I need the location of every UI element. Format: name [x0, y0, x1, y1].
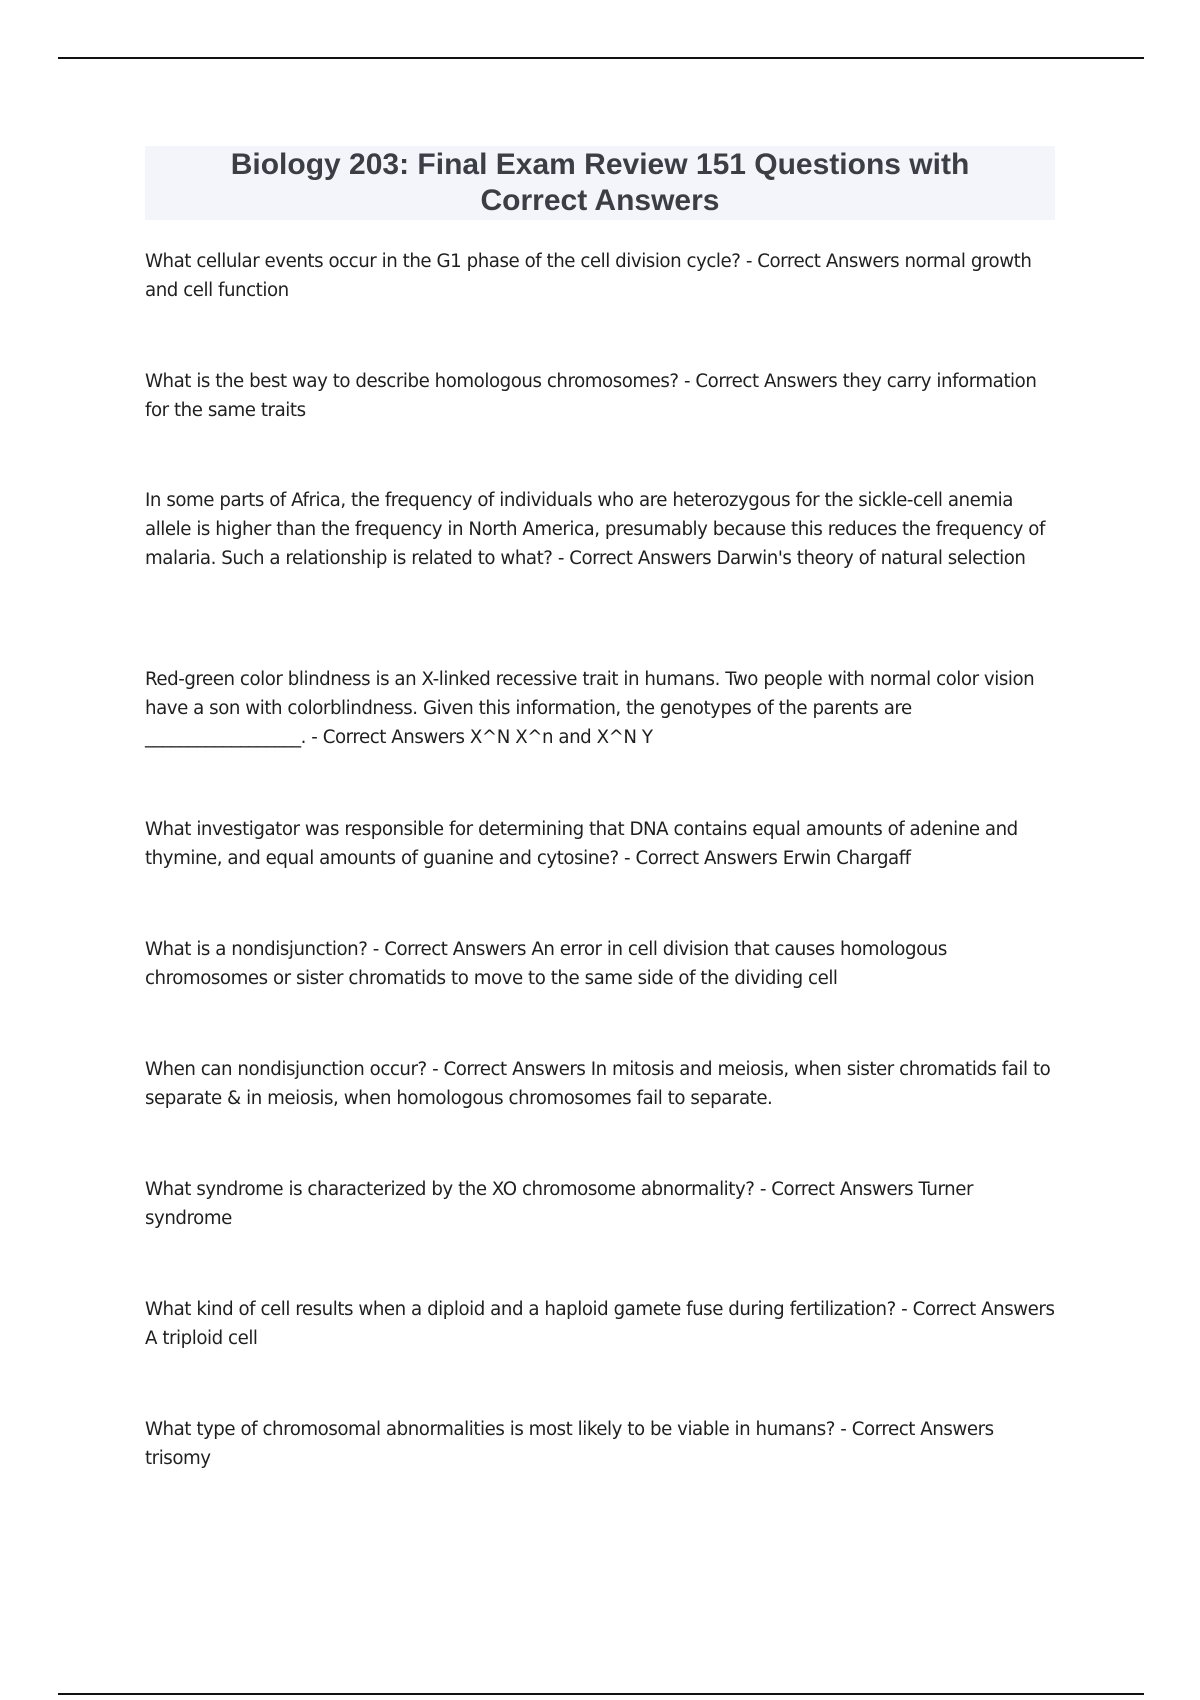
answer-marker: - Correct Answers [834, 1419, 994, 1440]
answer-text: X^N X^n and X^N Y [469, 727, 653, 748]
qa-item [145, 1415, 1060, 1473]
answer-marker: - Correct Answers [740, 251, 905, 272]
bottom-rule [58, 1693, 1144, 1695]
qa-item [145, 935, 1060, 993]
answer-text: they carry information for the same traits [145, 371, 1037, 421]
answer-marker: - Correct Answers [895, 1299, 1055, 1320]
answer-text: Turner syndrome [145, 1179, 973, 1229]
qa-item [145, 1295, 1060, 1353]
title-banner [145, 146, 1055, 220]
qa-item [145, 665, 1060, 752]
answer-marker: - Correct Answers [618, 848, 783, 869]
answer-marker: - Correct Answers [552, 548, 717, 569]
qa-item [145, 367, 1060, 425]
qa-item [145, 1055, 1060, 1113]
question-text: When can nondisjunction occur? [145, 1059, 427, 1080]
question-text: What kind of cell results when a diploid and a haploid gamete fuse during fertilization? [145, 1299, 896, 1320]
answer-marker: - Correct Answers [305, 727, 470, 748]
answer-text: Erwin Chargaff [782, 848, 911, 869]
question-text: Red-green color blindness is an X-linked recessive trait in humans. Two people with normal color vision have a son with colorblindness. Given this information, the genotypes of the parents are __________________. [145, 669, 1035, 748]
qa-item [145, 247, 1060, 305]
answer-marker: - Correct Answers [367, 939, 532, 960]
question-text: What type of chromosomal abnormalities is most likely to be viable in humans? [145, 1419, 835, 1440]
answer-text: normal growth and cell function [145, 251, 1032, 301]
answer-marker: - Correct Answers [754, 1179, 919, 1200]
qa-item [145, 1175, 1060, 1233]
question-text: What is the best way to describe homologous chromosomes? [145, 371, 679, 392]
qa-item [145, 486, 1060, 573]
answer-text: In mitosis and meiosis, when sister chromatids fail to separate & in meiosis, when homologous chromosomes fail to separate. [145, 1059, 1051, 1109]
answer-marker: - Correct Answers [678, 371, 843, 392]
question-text: In some parts of Africa, the frequency of individuals who are heterozygous for the sickle-cell anemia allele is higher than the frequency in North America, presumably because this reduces the frequency of malaria. Such a relationship is related to what? [145, 490, 1045, 569]
answer-text: A triploid cell [145, 1328, 258, 1349]
answer-text: An error in cell division that causes homologous chromosomes or sister chromatids to move to the same side of the dividing cell [145, 939, 947, 989]
top-rule [58, 57, 1144, 59]
question-text: What syndrome is characterized by the XO chromosome abnormality? [145, 1179, 755, 1200]
qa-item [145, 815, 1060, 873]
answer-marker: - Correct Answers [426, 1059, 591, 1080]
question-text: What investigator was responsible for determining that DNA contains equal amounts of adenine and thymine, and equal amounts of guanine and cytosine? [145, 819, 1018, 869]
question-text: What is a nondisjunction? [145, 939, 368, 960]
page-title: Biology 203: Final Exam Review 151 Questions with Correct Answers [230, 148, 970, 217]
answer-text: trisomy [145, 1448, 211, 1469]
question-text: What cellular events occur in the G1 phase of the cell division cycle? [145, 251, 741, 272]
answer-text: Darwin's theory of natural selection [716, 548, 1026, 569]
